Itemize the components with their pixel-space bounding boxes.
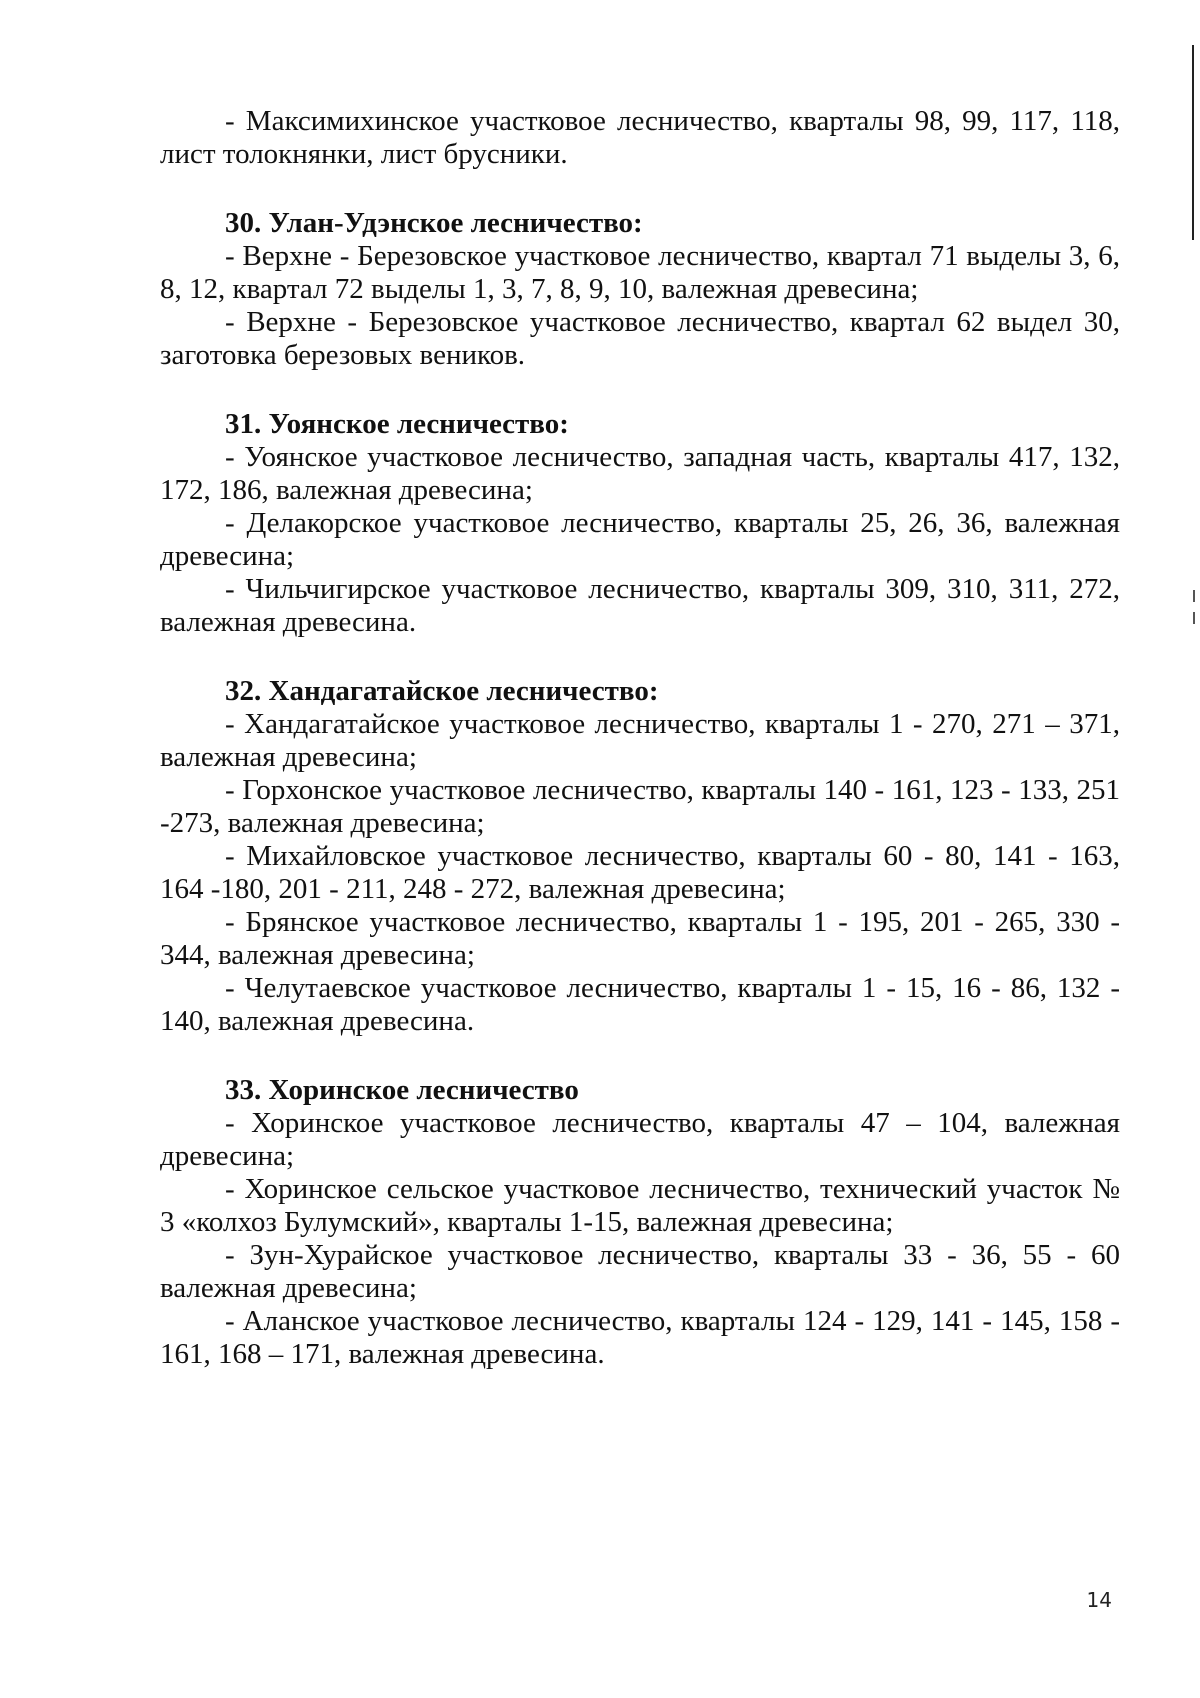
section-heading: 30. Улан-Удэнское лесничество: <box>225 207 643 239</box>
section-item: - Уоянское участковое лесничество, западная часть, кварталы 417, 132, 172, 186, валежная древесина; <box>160 441 1120 506</box>
section-item: - Делакорское участковое лесничество, кварталы 25, 26, 36, валежная древесина; <box>160 507 1120 572</box>
section-item: - Хоринское сельское участковое лесничество, технический участок № 3 «колхоз Булумский», кварталы 1-15, валежная древесина; <box>160 1173 1120 1238</box>
section-item: - Зун-Хурайское участковое лесничество, кварталы 33 - 36, 55 - 60 валежная древесина; <box>160 1239 1120 1304</box>
section-item: - Верхне - Березовское участковое лесничество, квартал 62 выдел 30, заготовка березовых веников. <box>160 306 1120 371</box>
scan-edge-mark <box>1192 45 1194 240</box>
section-item: - Челутаевское участковое лесничество, кварталы 1 - 15, 16 - 86, 132 - 140, валежная древесина. <box>160 972 1120 1037</box>
section-heading: 31. Уоянское лесничество: <box>225 408 569 440</box>
section-item: - Хандагатайское участковое лесничество, кварталы 1 - 270, 271 – 371, валежная древесина; <box>160 708 1120 773</box>
page-number: 14 <box>1086 1588 1112 1612</box>
section-khorinsk <box>160 1074 1120 1371</box>
section-item: - Хоринское участковое лесничество, кварталы 47 – 104, валежная древесина; <box>160 1107 1120 1172</box>
section-uoyan <box>160 408 1120 639</box>
section-ulan-ude <box>160 207 1120 372</box>
section-item: - Чильчигирское участковое лесничество, кварталы 309, 310, 311, 272, валежная древесина. <box>160 573 1120 638</box>
section-heading: 32. Хандагатайское лесничество: <box>225 675 659 707</box>
intro-paragraph: - Максимихинское участковое лесничество, кварталы 98, 99, 117, 118, лист толокнянки, лист брусники. <box>160 105 1120 170</box>
document-body <box>160 105 1120 1371</box>
section-item: - Верхне - Березовское участковое лесничество, квартал 71 выделы 3, 6, 8, 12, квартал 72 выделы 1, 3, 7, 8, 9, 10, валежная древесина; <box>160 240 1120 305</box>
section-item: - Горхонское участковое лесничество, кварталы 140 - 161, 123 - 133, 251 -273, валежная древесина; <box>160 774 1120 839</box>
scan-edge-tick <box>1193 590 1195 602</box>
section-khandagatay <box>160 675 1120 1038</box>
section-item: - Брянское участковое лесничество, кварталы 1 - 195, 201 - 265, 330 - 344, валежная древесина; <box>160 906 1120 971</box>
section-item: - Михайловское участковое лесничество, кварталы 60 - 80, 141 - 163, 164 -180, 201 - 211, 248 - 272, валежная древесина; <box>160 840 1120 905</box>
section-item: - Аланское участковое лесничество, кварталы 124 - 129, 141 - 145, 158 - 161, 168 – 171, валежная древесина. <box>160 1305 1120 1370</box>
scan-edge-tick <box>1193 612 1195 624</box>
section-heading: 33. Хоринское лесничество <box>225 1074 579 1106</box>
